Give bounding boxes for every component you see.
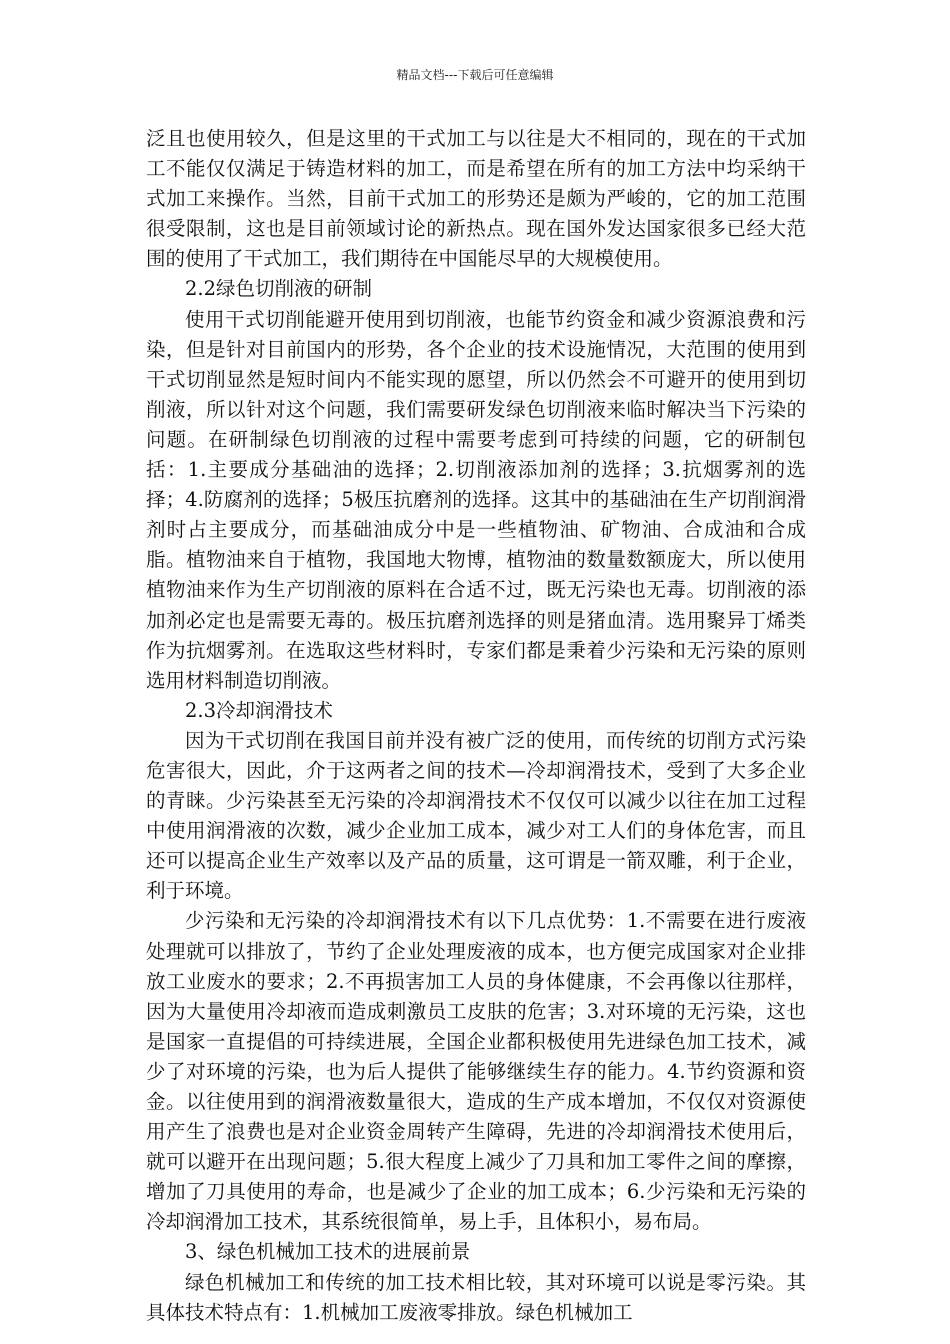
section-heading-2-2: 2.2绿色切削液的研制 xyxy=(185,277,373,301)
paragraph-cooling-lubrication-intro: 因为干式切削在我国目前并没有被广泛的使用，而传统的切削方式污染危害很大，因此，介于这两者之间的技术—冷却润滑技术，受到了大多企业的青睐。少污染甚至无污染的冷却润滑技术不仅仅可以减少以往在加工过程中使用润滑液的次数，减少企业加工成本，减少对工人们的身体危害，而且还可以提高企业生产效率以及产品的质量，这可谓是一箭双雕，利于企业，利于环境。 xyxy=(146,728,806,903)
section-heading-2-3: 2.3冷却润滑技术 xyxy=(185,698,334,722)
paragraph-dry-machining-continued: 泛且也使用较久，但是这里的干式加工与以往是大不相同的，现在的干式加工不能仅仅满足于铸造材料的加工，而是希望在所有的加工方法中均采纳干式加工来操作。当然，目前干式加工的形势还是颇为严峻的，它的加工范围很受限制，这也是目前领域讨论的新热点。现在国外发达国家很多已经大范围的使用了干式加工，我们期待在中国能尽早的大规模使用。 xyxy=(146,127,806,271)
document-body xyxy=(146,124,806,1328)
paragraph-green-cutting-fluid: 使用干式切削能避开使用到切削液，也能节约资金和减少资源浪费和污染，但是针对目前国内的形势，各个企业的技术设施情况，大范围的使用到干式切削显然是短时间内不能实现的愿望，所以仍然会不可避开的使用到切削液，所以针对这个问题，我们需要研发绿色切削液来临时解决当下污染的问题。在研制绿色切削液的过程中需要考虑到可持续的问题，它的研制包括：1.主要成分基础油的选择；2.切削液添加剂的选择；3.抗烟雾剂的选择；4.防腐剂的选择；5极压抗磨剂的选择。这其中的基础油在生产切削润滑剂时占主要成分，而基础油成分中是一些植物油、矿物油、合成油和合成脂。植物油来自于植物，我国地大物博，植物油的数量数额庞大，所以使用植物油来作为生产切削液的原料在合适不过，既无污染也无毒。切削液的添加剂必定也是需要无毒的。极压抗磨剂选择的则是猪血清。选用聚异丁烯类作为抗烟雾剂。在选取这些材料时，专家们都是秉着少污染和无污染的原则选用材料制造切削液。 xyxy=(146,307,806,692)
page-header: 精品文档---下载后可任意编辑 xyxy=(396,68,554,82)
paragraph-cooling-lubrication-advantages: 少污染和无污染的冷却润滑技术有以下几点优势：1.不需要在进行废液处理就可以排放了，节约了企业处理废液的成本，也方便完成国家对企业排放工业废水的要求；2.不再损害加工人员的身体健康，不会再像以往那样，因为大量使用冷却液而造成刺激员工皮肤的危害；3.对环境的无污染，这也是国家一直提倡的可持续进展，全国企业都积极使用先进绿色加工技术，减少了对环境的污染，也为后人提供了能够继续生存的能力。4.节约资源和资金。以往使用到的润滑液数量很大，造成的生产成本增加，不仅仅对资源使用产生了浪费也是对企业资金周转产生障碍，先进的冷却润滑技术使用后，就可以避开在出现问题；5.很大程度上减少了刀具和加工零件之间的摩擦，增加了刀具使用的寿命，也是减少了企业的加工成本；6.少污染和无污染的冷却润滑加工技术，其系统很简单，易上手，且体积小，易布局。 xyxy=(146,909,806,1234)
section-heading-3: 3、绿色机械加工技术的进展前景 xyxy=(185,1240,471,1264)
paragraph-development-prospects: 绿色机械加工和传统的加工技术相比较，其对环境可以说是零污染。其具体技术特点有：1.机械加工废液零排放。绿色机械加工 xyxy=(146,1270,806,1324)
